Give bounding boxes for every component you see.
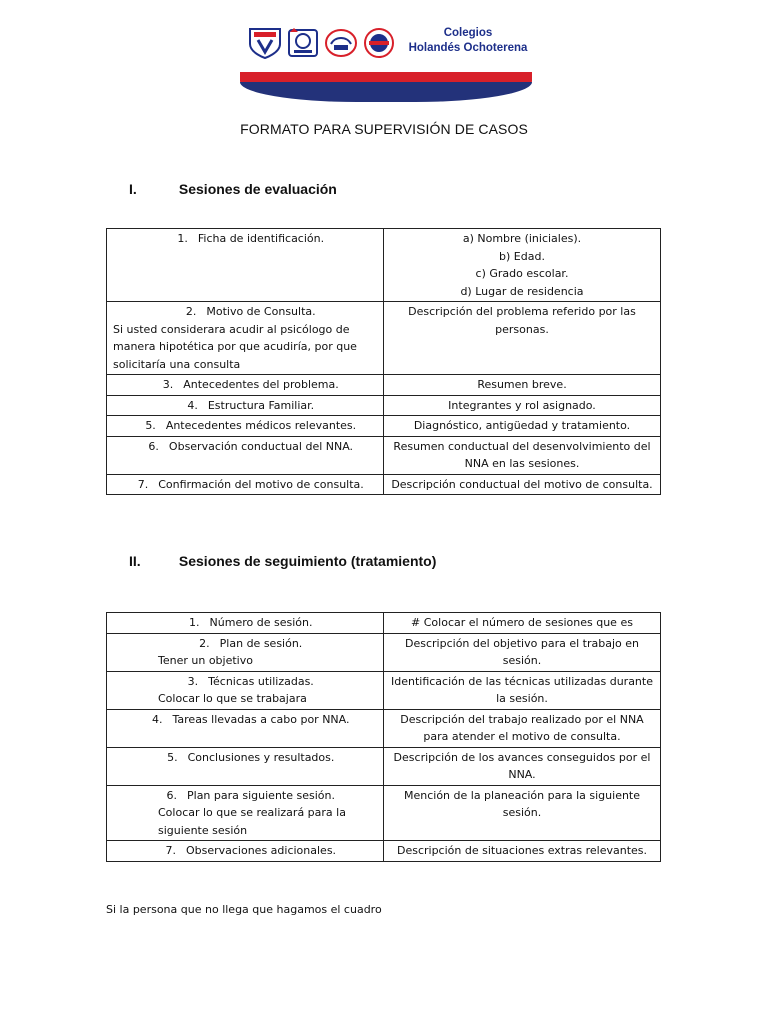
evaluation-description-cell — [384, 302, 661, 375]
item-label: Antecedentes médicos relevantes. — [165, 419, 357, 432]
description-text: d) Lugar de residencia — [460, 284, 584, 298]
item-title — [111, 749, 379, 767]
school-emblem-logo-4 — [360, 26, 398, 60]
section-1-title: Sesiones de evaluación — [178, 181, 337, 197]
item-number: 4. — [187, 398, 198, 412]
description-text: Descripción del trabajo realizado por el NNA para atender el motivo de consulta. — [400, 712, 644, 743]
school-crest-logo-2 — [284, 26, 322, 60]
school-name — [408, 26, 528, 56]
item-title — [111, 303, 379, 321]
followup-description-cell — [384, 613, 661, 634]
document-title: FORMATO PARA SUPERVISIÓN DE CASOS — [240, 121, 528, 137]
followup-item-cell — [107, 709, 384, 747]
evaluation-item-cell — [107, 395, 384, 416]
description-text: # Colocar el número de sesiones que es — [411, 616, 633, 629]
section-2-number: II. — [129, 553, 141, 569]
item-label: Confirmación del motivo de consulta. — [158, 477, 364, 491]
description-text: a) Nombre (iniciales). — [462, 232, 582, 245]
item-title — [111, 842, 379, 860]
item-title — [111, 673, 379, 691]
school-name-line-1: Colegios — [443, 27, 493, 39]
item-label: Observación conductual del NNA. — [168, 439, 354, 453]
evaluation-row — [107, 474, 661, 495]
item-label: Número de sesión. — [209, 616, 313, 629]
description-text: Mención de la planeación para la siguiente sesión. — [403, 788, 641, 819]
item-number: 6. — [148, 439, 159, 453]
evaluation-row — [107, 416, 661, 437]
header-banner — [238, 20, 534, 102]
followup-item-cell — [107, 671, 384, 709]
school-seal-logo-3 — [322, 26, 360, 60]
item-number: 2. — [185, 305, 197, 318]
item-number: 3. — [162, 378, 174, 391]
evaluation-item-cell — [107, 436, 384, 474]
banner-blue-stripe — [240, 82, 532, 102]
followup-row — [107, 841, 661, 862]
followup-description-cell — [384, 671, 661, 709]
evaluation-item-cell — [107, 375, 384, 396]
followup-table — [106, 612, 661, 862]
item-number: 7. — [165, 844, 176, 857]
description-text: Diagnóstico, antigüedad y tratamiento. — [413, 419, 631, 432]
item-title — [111, 711, 379, 729]
followup-description-cell — [384, 785, 661, 841]
item-title — [111, 438, 379, 456]
description-text: Descripción conductual del motivo de consulta. — [391, 477, 653, 491]
description-text: Descripción de situaciones extras relevantes. — [396, 844, 648, 857]
item-title — [111, 476, 379, 494]
item-label: Plan para siguiente sesión. — [187, 788, 335, 802]
item-title — [111, 787, 379, 805]
evaluation-description-cell — [384, 416, 661, 437]
item-note: Colocar lo que se trabajara — [158, 692, 307, 705]
evaluation-item-cell — [107, 229, 384, 302]
item-label: Antecedentes del problema. — [183, 378, 339, 391]
description-text: Resumen conductual del desenvolvimiento del NNA en las sesiones. — [393, 439, 651, 470]
evaluation-item-cell — [107, 302, 384, 375]
followup-row — [107, 709, 661, 747]
item-label: Observaciones adicionales. — [185, 844, 337, 857]
item-title — [111, 397, 379, 415]
item-note: Tener un objetivo — [158, 654, 253, 667]
description-text: Descripción del problema referido por las personas. — [408, 305, 636, 336]
description-text: Descripción del objetivo para el trabajo en sesión. — [405, 636, 639, 667]
description-text: Resumen breve. — [477, 378, 567, 391]
item-number: 5. — [145, 419, 156, 432]
school-shield-logo-1 — [246, 26, 284, 60]
evaluation-row — [107, 375, 661, 396]
description-text: Descripción de los avances conseguidos por el NNA. — [393, 750, 651, 781]
followup-item-cell — [107, 747, 384, 785]
item-label: Conclusiones y resultados. — [187, 750, 335, 764]
followup-row — [107, 613, 661, 634]
evaluation-row — [107, 229, 661, 302]
section-1-heading — [129, 181, 337, 197]
item-number: 3. — [187, 674, 199, 688]
section-2-heading — [129, 553, 436, 569]
followup-description-cell — [384, 841, 661, 862]
item-number: 7. — [137, 477, 149, 491]
followup-item-cell — [107, 841, 384, 862]
item-number: 2. — [199, 636, 210, 650]
evaluation-table — [106, 228, 661, 495]
item-title — [111, 230, 379, 248]
description-text: b) Edad. — [499, 249, 545, 263]
school-name-line-2: Holandés Ochoterena — [408, 42, 528, 54]
item-number: 4. — [152, 712, 163, 726]
item-note: Colocar lo que se realizará para la siguiente sesión — [158, 806, 346, 837]
item-label: Tareas llevadas a cabo por NNA. — [172, 712, 350, 726]
followup-description-cell — [384, 633, 661, 671]
evaluation-description-cell — [384, 375, 661, 396]
evaluation-row — [107, 395, 661, 416]
evaluation-item-cell — [107, 474, 384, 495]
item-label: Técnicas utilizadas. — [208, 674, 314, 688]
followup-row — [107, 633, 661, 671]
evaluation-description-cell — [384, 436, 661, 474]
followup-item-cell — [107, 785, 384, 841]
evaluation-row — [107, 436, 661, 474]
item-label: Motivo de Consulta. — [206, 305, 316, 318]
item-label: Ficha de identificación. — [197, 232, 325, 245]
item-number: 1. — [177, 232, 188, 245]
evaluation-description-cell — [384, 474, 661, 495]
description-text: Integrantes y rol asignado. — [448, 398, 596, 412]
followup-item-cell — [107, 613, 384, 634]
evaluation-description-cell — [384, 229, 661, 302]
evaluation-item-cell — [107, 416, 384, 437]
item-title — [111, 417, 379, 435]
followup-row — [107, 785, 661, 841]
followup-row — [107, 747, 661, 785]
evaluation-row — [107, 302, 661, 375]
section-2-title: Sesiones de seguimiento (tratamiento) — [178, 553, 437, 569]
description-text: Identificación de las técnicas utilizadas durante la sesión. — [391, 674, 653, 705]
description-text: c) Grado escolar. — [475, 267, 569, 280]
followup-item-cell — [107, 633, 384, 671]
item-note: Si usted considerara acudir al psicólogo de manera hipotética por que acudiría, por que solicitaría una consulta — [113, 322, 357, 371]
item-title — [111, 376, 379, 394]
followup-description-cell — [384, 747, 661, 785]
footer-note: Si la persona que no llega que hagamos el cuadro — [106, 903, 382, 916]
item-number: 5. — [167, 750, 178, 764]
item-number: 6. — [166, 788, 177, 802]
item-label: Estructura Familiar. — [207, 398, 315, 412]
followup-description-cell — [384, 709, 661, 747]
item-number: 1. — [189, 616, 200, 629]
evaluation-description-cell — [384, 395, 661, 416]
item-title — [111, 635, 379, 653]
item-title — [111, 614, 379, 632]
item-label: Plan de sesión. — [219, 636, 303, 650]
section-1-number: I. — [129, 181, 137, 197]
followup-row — [107, 671, 661, 709]
